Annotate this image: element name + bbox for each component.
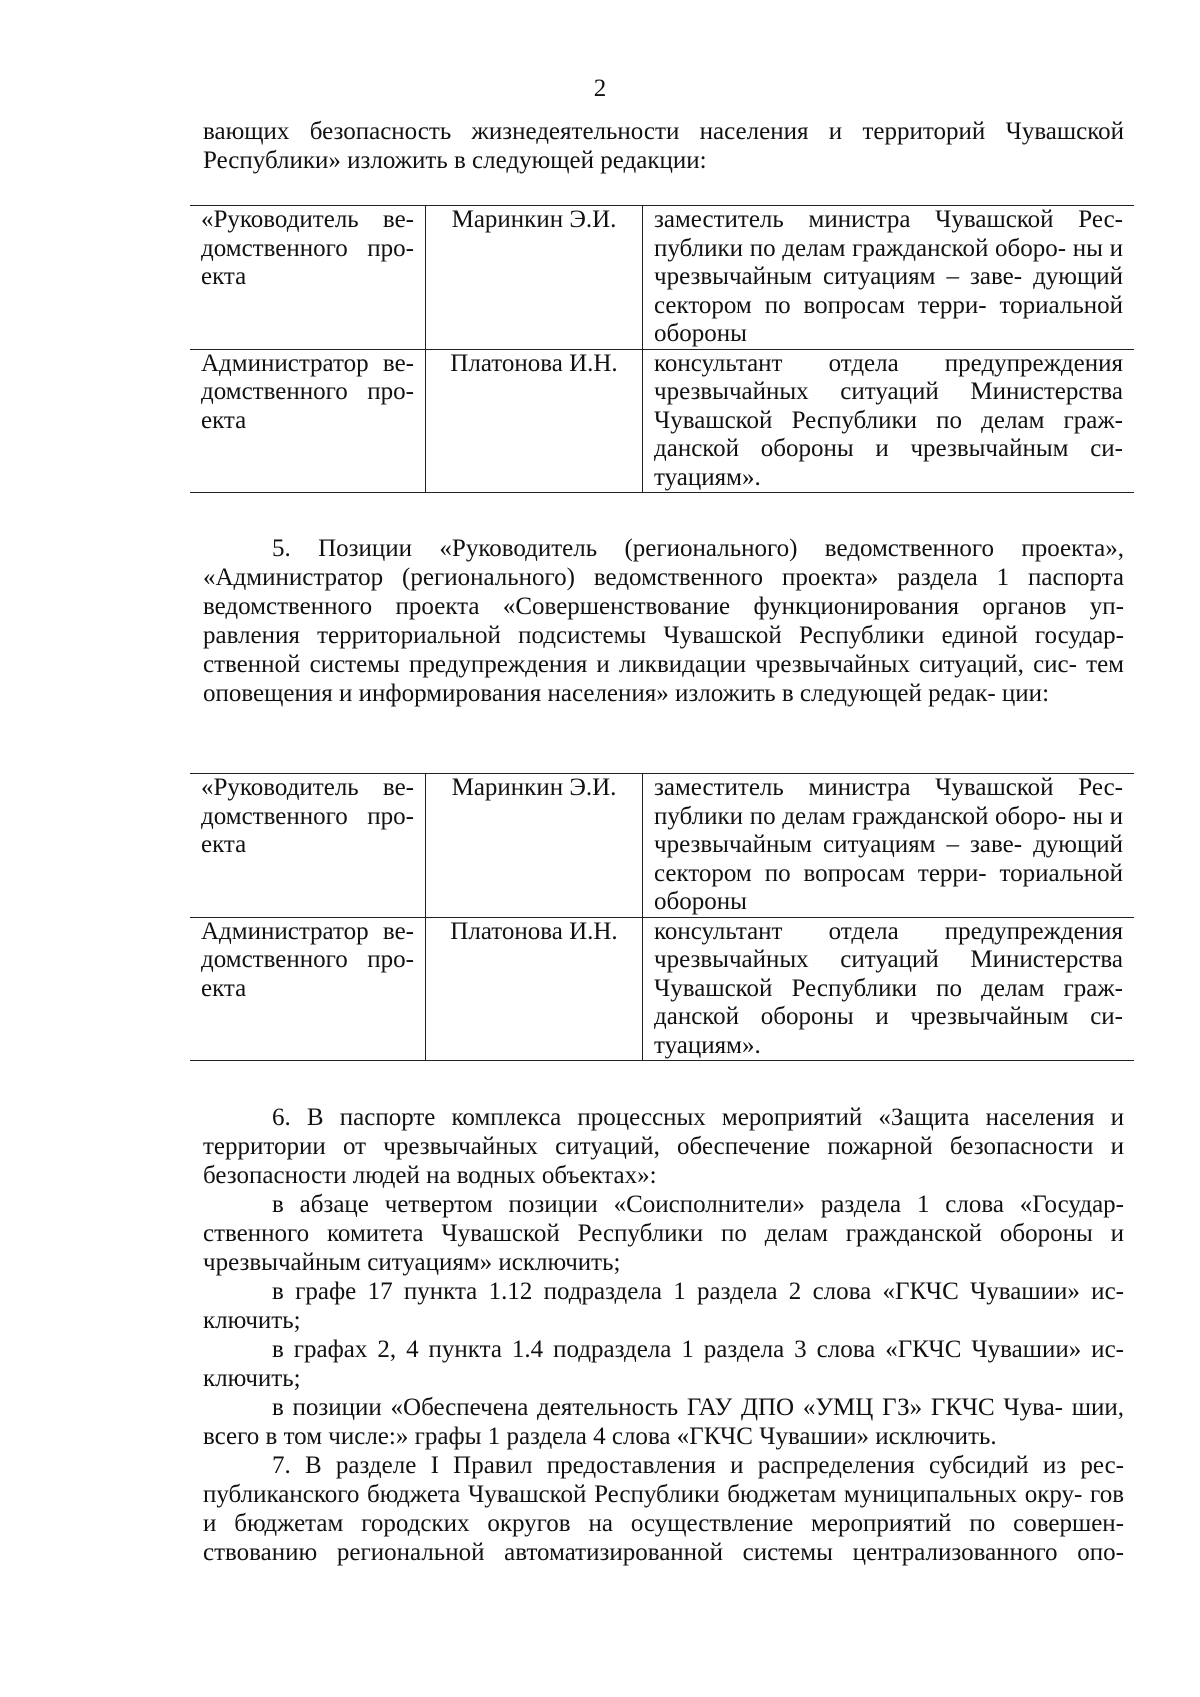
paragraph-6-item: в графах 2, 4 пункта 1.4 подраздела 1 раздела 3 слова «ГКЧС Чувашии» ис- ключить; bbox=[203, 1336, 1124, 1392]
position-cell: заместитель министра Чувашской Рес- публики по делам гражданской оборо- ны и чрезвычайным ситуациям – заве- дующий сектором по вопросам терри- ториальной обороны bbox=[643, 206, 1135, 350]
role-cell: Администратор ве- домственного про- екта bbox=[190, 917, 426, 1061]
paragraph-6-item: в позиции «Обеспечена деятельность ГАУ ДПО «УМЦ ГЗ» ГКЧС Чува- шии, всего в том числе:» графы 1 раздела 4 слова «ГКЧС Чувашии» исключить. bbox=[203, 1394, 1124, 1450]
role-cell: «Руководитель ве- домственного про- екта bbox=[190, 774, 426, 918]
paragraph-5-text: 5. Позиции «Руководитель (регионального) ведомственного проекта», «Администратор (регионального) ведомственного проекта» раздела 1 паспорта ведомственного проекта «Совершенствование функционирования органов уп- равления территориальной подсистемы Чувашской Республики единой государ- ственной системы предупреждения и ликвидации чрезвычайных ситуаций, сис- тем оповещения и информирования населения» изложить в следующей редак- ции: bbox=[203, 535, 1124, 707]
paragraph-6-item: в абзаце четвертом позиции «Соисполнители» раздела 1 слова «Государ- ственного комитета Чувашской Республики по делам гражданской обороны и чрезвычайным ситуациям» исключить; bbox=[203, 1191, 1124, 1276]
role-cell: «Руководитель ве- домственного про- екта bbox=[190, 206, 426, 350]
intro-line-1: вающих безопасность жизнедеятельности населения и территорий Чувашской bbox=[203, 118, 1124, 145]
table-1 bbox=[190, 205, 1134, 493]
position-cell: заместитель министра Чувашской Рес- публики по делам гражданской оборо- ны и чрезвычайным ситуациям – заве- дующий сектором по вопросам терри- ториальной обороны bbox=[643, 774, 1135, 918]
name-cell: Платонова И.Н. bbox=[426, 917, 643, 1061]
paragraph-6-intro: 6. В паспорте комплекса процессных мероприятий «Защита населения и территории от чрезвычайных ситуаций, обеспечение пожарной безопасности и безопасности людей на водных объектах»: bbox=[203, 1104, 1124, 1189]
paragraph-6 bbox=[203, 1103, 1124, 1567]
position-cell: консультант отдела предупреждения чрезвычайных ситуаций Министерства Чувашской Республики по делам граж- данской обороны и чрезвычайным си- туациям». bbox=[643, 917, 1135, 1061]
role-cell: Администратор ве- домственного про- екта bbox=[190, 349, 426, 493]
intro-line-2: Республики» изложить в следующей редакции: bbox=[203, 147, 707, 174]
name-cell: Маринкин Э.И. bbox=[426, 206, 643, 350]
table-row bbox=[190, 774, 1134, 918]
table-row bbox=[190, 349, 1134, 493]
paragraph-6-item: в графе 17 пункта 1.12 подраздела 1 раздела 2 слова «ГКЧС Чувашии» ис- ключить; bbox=[203, 1278, 1124, 1334]
paragraph-7-text: 7. В разделе I Правил предоставления и распределения субсидий из рес- публиканского бюджета Чувашской Республики бюджетам муниципальных окру- гов и бюджетам городских округов на осуществление мероприятий по совершен- ствованию региональной автоматизированной системы централизованного опо- bbox=[203, 1452, 1124, 1566]
table-row bbox=[190, 206, 1134, 350]
intro-paragraph bbox=[203, 117, 1124, 175]
paragraph-5 bbox=[203, 534, 1124, 708]
table-row bbox=[190, 917, 1134, 1061]
name-cell: Платонова И.Н. bbox=[426, 349, 643, 493]
page-number: 2 bbox=[593, 75, 607, 102]
table-2 bbox=[190, 773, 1134, 1061]
position-cell: консультант отдела предупреждения чрезвычайных ситуаций Министерства Чувашской Республики по делам граж- данской обороны и чрезвычайным си- туациям». bbox=[643, 349, 1135, 493]
name-cell: Маринкин Э.И. bbox=[426, 774, 643, 918]
